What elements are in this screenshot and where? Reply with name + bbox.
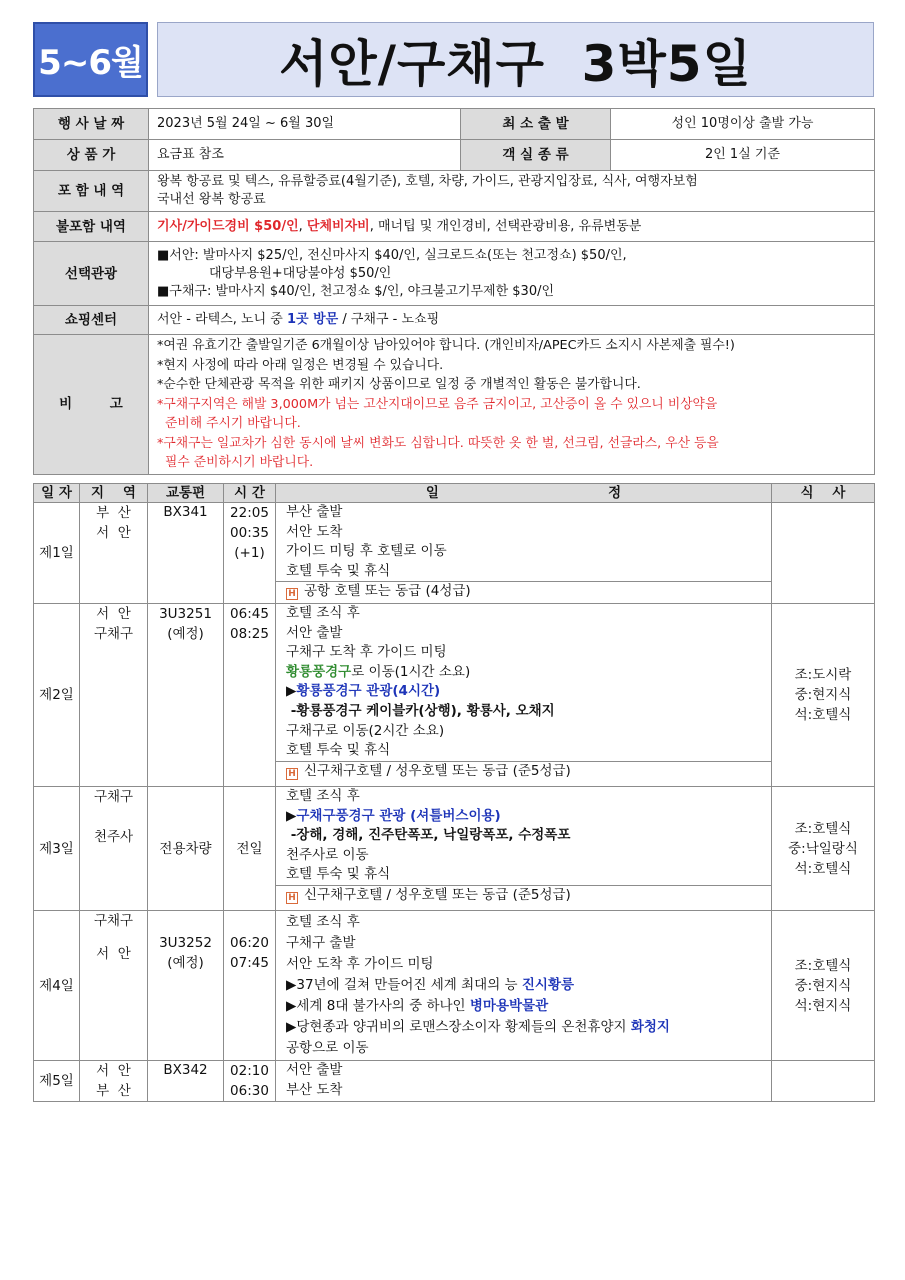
meal-cell bbox=[772, 604, 875, 787]
time: 전일 bbox=[224, 787, 276, 911]
meal: 석:현지식 bbox=[794, 997, 852, 1014]
transport: BX341 bbox=[148, 503, 224, 604]
excl-rest: , 매너팁 및 개인경비, 선택관광비용, 유류변동분 bbox=[369, 218, 642, 234]
itin-line bbox=[276, 682, 771, 702]
col-time: 시 간 bbox=[224, 484, 276, 503]
day-row bbox=[34, 1061, 875, 1102]
meal: 중:현지식 bbox=[794, 687, 852, 703]
opt-line: ■서안: 발마사지 $25/인, 전신마사지 $40/인, 실크로드쇼(또는 천고정쇼) $50/인, bbox=[157, 247, 627, 263]
meal: 석:호텔식 bbox=[794, 860, 852, 877]
itin-highlight: 진시황릉 bbox=[521, 977, 575, 993]
price-label: 상 품 가 bbox=[34, 140, 149, 171]
time-cell bbox=[224, 1061, 276, 1102]
opt-label: 선택관광 bbox=[34, 242, 149, 306]
itin-line: 호텔 투숙 및 휴식 bbox=[286, 866, 391, 883]
meal: 중:현지식 bbox=[794, 977, 852, 994]
day-label: 제4일 bbox=[34, 911, 80, 1061]
opt-value bbox=[149, 242, 875, 306]
region-cell bbox=[80, 787, 148, 911]
itin-line: -황룡풍경구 케이블카(상행), 황룡사, 오채지 bbox=[286, 702, 555, 719]
itin-line: 서안 출발 bbox=[286, 1062, 343, 1078]
day-row bbox=[34, 604, 875, 787]
itin-text: 로 이동(1시간 소요) bbox=[351, 663, 471, 680]
region: 서 안 bbox=[96, 606, 131, 622]
itin-line: 공항으로 이동 bbox=[286, 1040, 369, 1056]
itin-line: 부산 출발 bbox=[286, 504, 343, 520]
itin-line: 가이드 미팅 후 호텔로 이동 bbox=[286, 543, 447, 560]
incl-value bbox=[149, 171, 875, 212]
itin-line: 부산 도착 bbox=[286, 1081, 343, 1098]
region: 천주사 bbox=[93, 829, 134, 845]
hotel-name: 공항 호텔 또는 동급 (4성급) bbox=[304, 583, 471, 600]
day-row bbox=[34, 503, 875, 604]
hotel-line bbox=[276, 581, 771, 601]
info-table bbox=[33, 108, 875, 475]
transport: (예정) bbox=[167, 626, 204, 642]
itinerary-cell bbox=[276, 503, 772, 604]
time-cell bbox=[224, 604, 276, 787]
spacer bbox=[80, 807, 147, 827]
col-day: 일 자 bbox=[34, 484, 80, 503]
region-cell bbox=[80, 604, 148, 787]
col-region: 지 역 bbox=[80, 484, 148, 503]
itin-line bbox=[276, 996, 771, 1017]
itin-line: 구채구 도착 후 가이드 미팅 bbox=[286, 644, 447, 661]
excl-value bbox=[149, 212, 875, 242]
transport: (예정) bbox=[167, 955, 204, 971]
arrow-icon: ▶ bbox=[286, 807, 297, 824]
day-label: 제1일 bbox=[34, 503, 80, 604]
meal-cell bbox=[772, 787, 875, 911]
min-value: 성인 10명이상 출발 가능 bbox=[611, 109, 875, 140]
time: 06:30 bbox=[230, 1083, 269, 1099]
meal-cell bbox=[772, 1061, 875, 1102]
region: 서 안 bbox=[96, 1063, 131, 1079]
transport: 3U3251 bbox=[159, 606, 212, 622]
itin-line: 구채구 출발 bbox=[286, 935, 356, 951]
time: 06:20 bbox=[230, 935, 269, 951]
day-label: 제3일 bbox=[34, 787, 80, 911]
itin-highlight: 황룡풍경구 관광(4시간) bbox=[296, 683, 441, 700]
col-transport: 교통편 bbox=[148, 484, 224, 503]
note-line: *여권 유효기간 출발일기준 6개월이상 남아있어야 합니다. (개인비자/APEC카드 소지시 사본제출 필수!) bbox=[157, 338, 735, 353]
col-itinerary: 일 정 bbox=[276, 484, 772, 503]
meal-cell bbox=[772, 911, 875, 1061]
time: 06:45 bbox=[230, 606, 269, 622]
region-cell bbox=[80, 911, 148, 1061]
itin-highlight: 화청지 bbox=[630, 1019, 670, 1035]
hotel-icon: H bbox=[286, 768, 298, 780]
excl-sep: , bbox=[298, 218, 307, 234]
region: 구채구 bbox=[93, 626, 134, 642]
itinerary-cell bbox=[276, 787, 772, 911]
note-label: 비 고 bbox=[34, 335, 149, 475]
itin-text: ▶37년에 걸쳐 만들어진 세계 최대의 능 bbox=[286, 977, 522, 993]
itin-line: 서안 도착 후 가이드 미팅 bbox=[286, 956, 434, 972]
opt-line: 대당부용원+대당불야성 $50/인 bbox=[209, 265, 392, 281]
header bbox=[33, 22, 874, 97]
shop-value bbox=[149, 306, 875, 335]
hotel-icon: H bbox=[286, 892, 298, 904]
hotel-name: 신구채구호텔 / 성우호텔 또는 동급 (준5성급) bbox=[304, 762, 571, 779]
time: 08:25 bbox=[230, 626, 269, 642]
page-title: 서안/구채구 3박5일 bbox=[157, 22, 874, 97]
day-label: 제5일 bbox=[34, 1061, 80, 1102]
time: 02:10 bbox=[230, 1063, 269, 1079]
hotel-line bbox=[276, 885, 771, 905]
itin-highlight: 황룡풍경구 bbox=[286, 663, 352, 680]
region: 구채구 bbox=[93, 789, 134, 805]
region-cell bbox=[80, 503, 148, 604]
shop-pre: 서안 - 라텍스, 노니 중 bbox=[157, 312, 287, 327]
meal: 중:낙일랑식 bbox=[788, 840, 858, 857]
transport: 전용차량 bbox=[148, 787, 224, 911]
month-badge: 5~6월 bbox=[33, 22, 148, 97]
min-label: 최 소 출 발 bbox=[461, 109, 611, 140]
region: 부 산 bbox=[96, 1083, 131, 1099]
meal: 조:호텔식 bbox=[794, 820, 852, 837]
transport-cell bbox=[148, 911, 224, 1061]
itin-line bbox=[276, 663, 771, 683]
region-cell bbox=[80, 1061, 148, 1102]
excl-visa-fee: 단체비자비 bbox=[306, 218, 370, 234]
meal-cell bbox=[772, 503, 875, 604]
date-value: 2023년 5월 24일 ~ 6월 30일 bbox=[149, 109, 461, 140]
transport: 3U3252 bbox=[159, 935, 212, 951]
time-cell bbox=[224, 911, 276, 1061]
time: 00:35 bbox=[230, 525, 269, 541]
hotel-line bbox=[276, 761, 771, 781]
itin-line: 호텔 조식 후 bbox=[286, 914, 360, 930]
itinerary-cell bbox=[276, 1061, 772, 1102]
note-line: *구채구지역은 해발 3,000M가 넘는 고산지대이므로 음주 금지이고, 고산증이 올 수 있으니 비상약을 bbox=[157, 396, 718, 412]
hotel-icon: H bbox=[286, 588, 298, 600]
itin-line: 서안 출발 bbox=[286, 624, 343, 641]
itin-line: 호텔 조식 후 bbox=[286, 788, 360, 804]
itin-text: ▶당현종과 양귀비의 로맨스장소이자 황제들의 온천휴양지 bbox=[286, 1019, 631, 1035]
incl-line: 왕복 항공료 및 텍스, 유류할증료(4월기준), 호텔, 차량, 가이드, 관광지입장료, 식사, 여행자보험 bbox=[157, 174, 698, 189]
itin-line: 호텔 투숙 및 휴식 bbox=[286, 742, 391, 759]
day-label: 제2일 bbox=[34, 604, 80, 787]
transport-cell bbox=[148, 604, 224, 787]
note-line: 필수 준비하시기 바랍니다. bbox=[165, 455, 314, 470]
region: 서 안 bbox=[96, 525, 131, 541]
itinerary-cell bbox=[276, 911, 772, 1061]
itinerary-cell bbox=[276, 604, 772, 787]
note-line: *구채구는 일교차가 심한 동시에 날씨 변화도 심합니다. 따뜻한 옷 한 벌, 선크림, 선글라스, 우산 등을 bbox=[157, 435, 719, 451]
itin-line: 서안 도착 bbox=[286, 523, 343, 540]
shop-visit: 1곳 방문 bbox=[286, 312, 339, 327]
arrow-icon: ▶ bbox=[286, 683, 297, 700]
itin-line bbox=[276, 975, 771, 996]
itin-line: 구채구로 이동(2시간 소요) bbox=[286, 722, 445, 739]
room-value: 2인 1실 기준 bbox=[611, 140, 875, 171]
itin-highlight: 구채구풍경구 관광 (셔틀버스이용) bbox=[296, 807, 501, 824]
date-label: 행 사 날 짜 bbox=[34, 109, 149, 140]
room-label: 객 실 종 류 bbox=[461, 140, 611, 171]
day-row bbox=[34, 911, 875, 1061]
time: 07:45 bbox=[230, 955, 269, 971]
spacer bbox=[80, 931, 147, 944]
region: 부 산 bbox=[96, 505, 131, 521]
shop-label: 쇼핑센터 bbox=[34, 306, 149, 335]
note-line: *현지 사정에 따라 아래 일정은 변경될 수 있습니다. bbox=[157, 357, 444, 373]
meal: 석:호텔식 bbox=[794, 707, 852, 723]
excl-guide-fee: 기사/가이드경비 $50/인 bbox=[157, 218, 299, 234]
meal: 조:호텔식 bbox=[794, 957, 852, 974]
itin-highlight: 병마용박물관 bbox=[469, 998, 549, 1014]
opt-line: ■구채구: 발마사지 $40/인, 천고정쇼 $/인, 야크불고기무제한 $30/인 bbox=[157, 283, 555, 299]
col-meal: 식 사 bbox=[772, 484, 875, 503]
itin-line bbox=[276, 807, 771, 827]
note-value bbox=[149, 335, 875, 475]
itin-line: -장해, 경해, 진주탄폭포, 낙일랑폭포, 수정폭포 bbox=[286, 827, 571, 844]
shop-post: / 구채구 - 노쇼핑 bbox=[338, 312, 440, 327]
note-line: 준비해 주시기 바랍니다. bbox=[165, 416, 301, 431]
schedule-table bbox=[33, 483, 875, 1102]
incl-line: 국내선 왕복 항공료 bbox=[157, 192, 266, 207]
time-cell bbox=[224, 503, 276, 604]
hotel-name: 신구채구호텔 / 성우호텔 또는 동급 (준5성급) bbox=[304, 886, 571, 903]
price-value: 요금표 참조 bbox=[149, 140, 461, 171]
transport: BX342 bbox=[148, 1061, 224, 1102]
note-line: *순수한 단체관광 목적을 위한 패키지 상품이므로 일정 중 개별적인 활동은 불가합니다. bbox=[157, 377, 641, 392]
day-row bbox=[34, 787, 875, 911]
incl-label: 포 함 내 역 bbox=[34, 171, 149, 212]
time: (+1) bbox=[234, 545, 265, 561]
meal: 조:도시락 bbox=[794, 667, 852, 683]
time: 22:05 bbox=[230, 505, 269, 521]
itin-line: 호텔 투숙 및 휴식 bbox=[286, 562, 391, 579]
region: 구채구 bbox=[93, 913, 134, 929]
itin-line bbox=[276, 1017, 771, 1038]
itin-text: ▶세계 8대 불가사의 중 하나인 bbox=[286, 998, 470, 1014]
excl-label: 불포함 내역 bbox=[34, 212, 149, 242]
itin-line: 천주사로 이동 bbox=[286, 846, 369, 863]
itin-line: 호텔 조식 후 bbox=[286, 605, 360, 621]
region: 서 안 bbox=[96, 946, 131, 962]
